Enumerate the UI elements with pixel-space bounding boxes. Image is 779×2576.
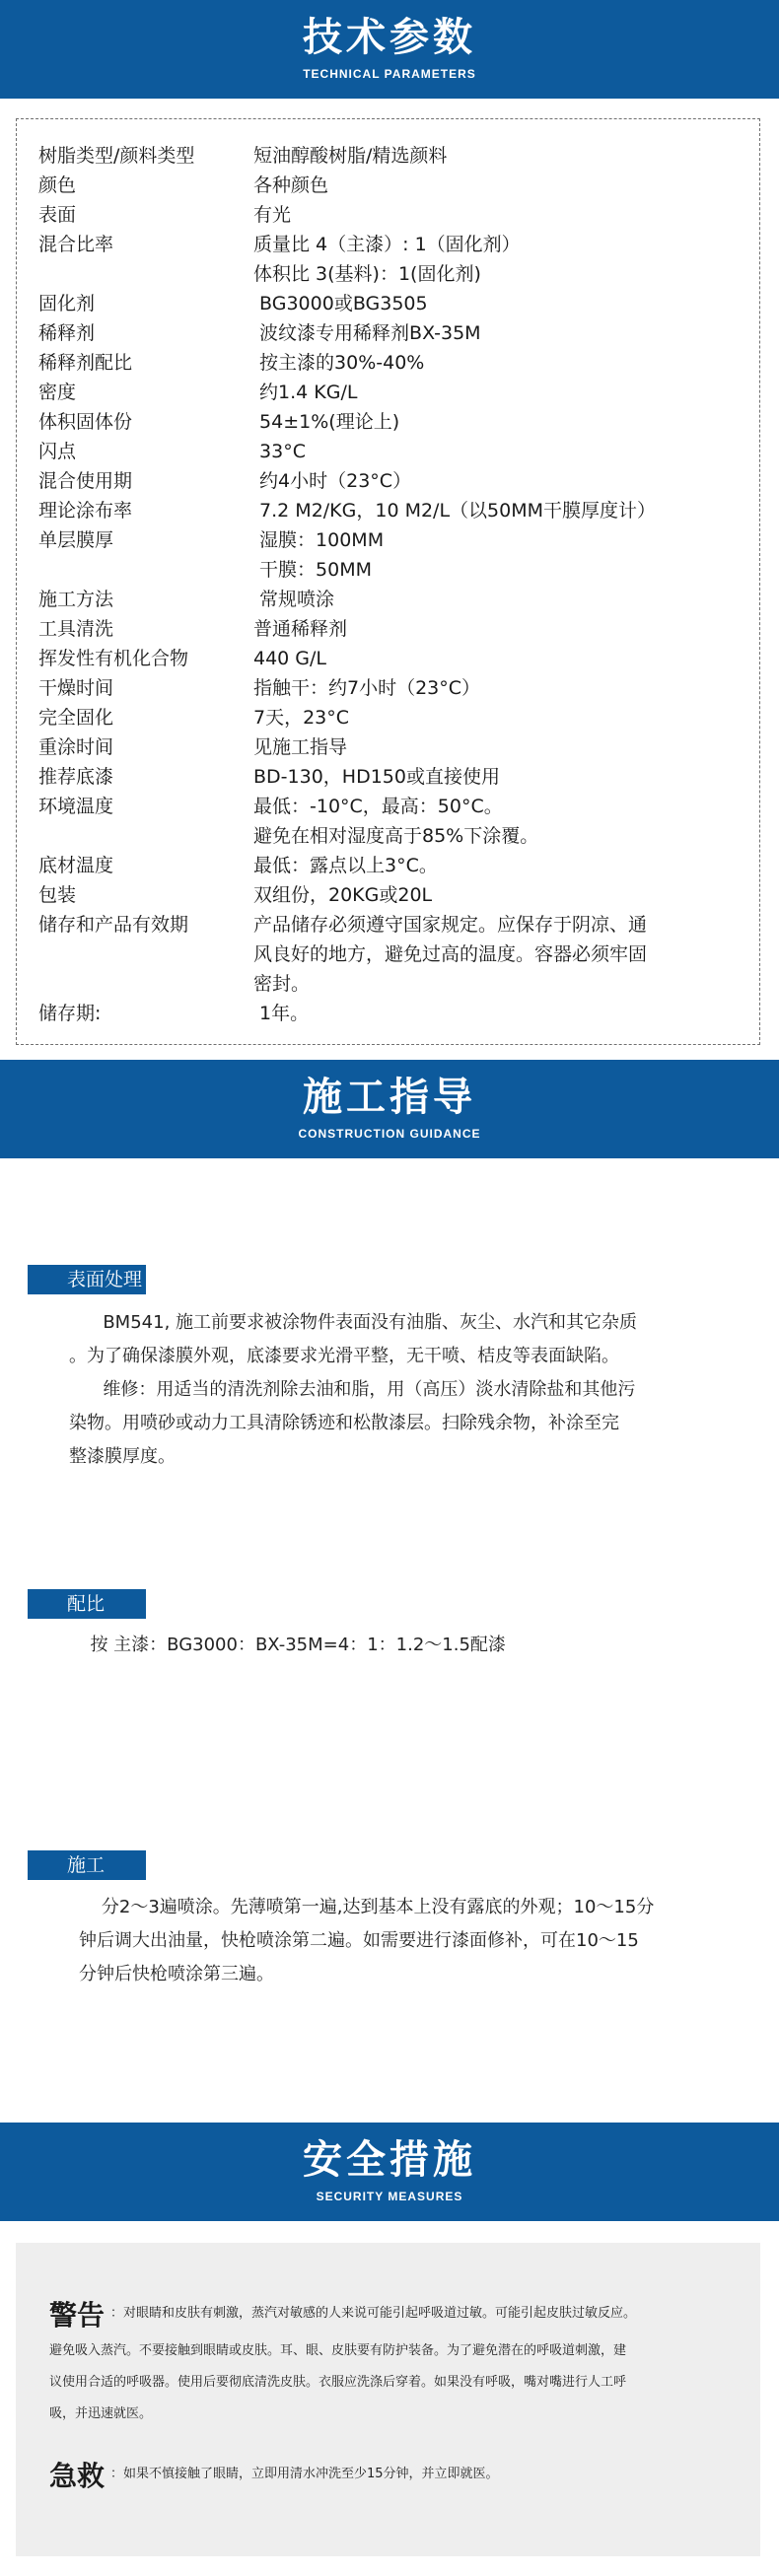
parameter-name: 单层膜厚 (38, 529, 114, 551)
parameter-name: 闪点 (38, 441, 77, 462)
section-title: 技术参数 (303, 15, 476, 60)
parameter-value: 产品储存必须遵守国家规定。应保存于阴凉、通 (253, 914, 648, 936)
parameter-value: 按主漆的30%-40% (253, 352, 425, 374)
ratio-tag: 配比 (28, 1589, 146, 1619)
warning-line: 避免吸入蒸汽。不要接触到眼睛或皮肤。耳、眼、皮肤要有防护装备。为了避免潜在的呼吸道刺激，建 (49, 2343, 627, 2358)
parameter-name: 体积固体份 (38, 411, 133, 433)
parameter-value: 有光 (253, 204, 292, 226)
parameter-name: 环境温度 (38, 796, 114, 817)
parameter-value: 密封。 (253, 973, 311, 995)
parameter-name: 混合使用期 (38, 470, 133, 492)
parameter-name: 底材温度 (38, 855, 114, 876)
parameter-value: 湿膜：100MM (253, 529, 385, 551)
paragraph-line: 维修：用适当的清洗剂除去油和脂，用（高压）淡水清除盐和其他污 (69, 1379, 636, 1400)
parameter-name: 理论涂布率 (38, 500, 133, 522)
warning-line: ：对眼睛和皮肤有刺激，蒸汽对敏感的人来说可能引起呼吸道过敏。可能引起皮肤过敏反应。 (110, 2306, 637, 2321)
parameter-value: BG3000或BG3505 (253, 293, 428, 314)
parameter-name: 干燥时间 (38, 677, 114, 699)
parameter-name: 完全固化 (38, 707, 114, 729)
parameter-value: 短油醇酸树脂/精选颜料 (253, 145, 448, 167)
parameter-value: 33°C (253, 441, 306, 462)
surface-treatment-text (69, 1306, 740, 1474)
parameter-value: 见施工指导 (253, 736, 348, 758)
warning-title: 警告 (49, 2299, 106, 2332)
parameter-value: 约1.4 KG/L (253, 382, 358, 403)
parameter-value: 波纹漆专用稀释剂BX-35M (253, 322, 481, 344)
parameter-name: 稀释剂配比 (38, 352, 133, 374)
parameter-value: 各种颜色 (253, 174, 329, 196)
parameter-value: 双组份，20KG或20L (253, 884, 433, 906)
parameter-name: 施工方法 (38, 589, 114, 610)
parameter-name: 树脂类型/颜料类型 (38, 145, 195, 167)
parameter-value: 干膜：50MM (253, 559, 373, 581)
safety-measures-box (16, 2243, 760, 2556)
parameter-name: 包装 (38, 884, 77, 906)
parameter-value: 7.2 M2/KG，10 M2/L（以50MM干膜厚度计） (253, 500, 657, 522)
parameter-value: 1年。 (253, 1003, 310, 1024)
application-text (79, 1891, 749, 1991)
warning-line: 议使用合适的呼吸器。使用后要彻底清洗皮肤。衣服应洗涤后穿着。如果没有呼吸，嘴对嘴进行人工呼 (49, 2375, 627, 2390)
section-subtitle: TECHNICAL PARAMETERS (303, 67, 476, 81)
technical-parameters-banner (0, 0, 779, 99)
parameter-name: 密度 (38, 382, 77, 403)
parameter-value: 质量比 4（主漆）: 1（固化剂） (253, 234, 521, 255)
paragraph-line: 按 主漆：BG3000：BX-35M=4：1：1.2～1.5配漆 (79, 1635, 506, 1655)
paragraph-line: 分2～3遍喷涂。先薄喷第一遍,达到基本上没有露底的外观；10～15分 (79, 1897, 655, 1917)
parameter-value: 54±1%(理论上) (253, 411, 400, 433)
paragraph-line: BM541, 施工前要求被涂物件表面没有油脂、灰尘、水汽和其它杂质 (69, 1312, 638, 1333)
surface-treatment-tag: 表面处理 (28, 1265, 146, 1294)
parameter-value: 约4小时（23°C） (253, 470, 412, 492)
parameter-value: 指触干：约7小时（23°C） (253, 677, 481, 699)
paragraph-line: 。为了确保漆膜外观，底漆要求光滑平整，无干喷、桔皮等表面缺陷。 (69, 1346, 619, 1366)
ratio-text (79, 1629, 749, 1662)
construction-guidance-banner (0, 1060, 779, 1158)
parameter-value: 最低：-10°C，最高：50°C。 (253, 796, 503, 817)
parameters-table (16, 118, 760, 1045)
parameter-value: 常规喷涂 (253, 589, 335, 610)
parameter-name: 挥发性有机化合物 (38, 648, 189, 669)
paragraph-line: 分钟后快枪喷涂第三遍。 (79, 1964, 274, 1984)
parameter-name: 固化剂 (38, 293, 96, 314)
section-subtitle: CONSTRUCTION GUIDANCE (298, 1127, 481, 1141)
parameter-value: 避免在相对湿度高于85%下涂覆。 (253, 825, 539, 847)
paragraph-line: 染物。用喷砂或动力工具清除锈迹和松散漆层。扫除残余物，补涂至完 (69, 1413, 619, 1433)
parameter-name: 表面 (38, 204, 77, 226)
paragraph-line: 钟后调大出油量，快枪喷涂第二遍。如需要进行漆面修补，可在10～15 (79, 1930, 639, 1951)
parameter-name: 储存期: (38, 1003, 102, 1024)
paragraph-line: 整漆膜厚度。 (69, 1446, 176, 1467)
section-title: 安全措施 (303, 2137, 476, 2183)
first-aid-text: ：如果不慎接触了眼睛，立即用清水冲洗至少15分钟，并立即就医。 (110, 2467, 499, 2481)
first-aid-title: 急救 (49, 2460, 106, 2492)
section-subtitle: SECURITY MEASURES (316, 2190, 463, 2203)
parameter-name: 工具清洗 (38, 618, 114, 640)
parameter-value: 7天，23°C (253, 707, 350, 729)
parameter-value: 体积比 3(基料)：1(固化剂) (253, 263, 481, 285)
parameter-value: 最低：露点以上3°C。 (253, 855, 438, 876)
application-tag: 施工 (28, 1850, 146, 1880)
parameter-name: 稀释剂 (38, 322, 96, 344)
parameter-name: 重涂时间 (38, 736, 114, 758)
parameter-value: 风良好的地方，避免过高的温度。容器必须牢固 (253, 943, 648, 965)
security-measures-banner (0, 2123, 779, 2221)
parameter-name: 混合比率 (38, 234, 114, 255)
warning-line: 吸，并迅速就医。 (49, 2406, 153, 2421)
parameter-value: 440 G/L (253, 648, 327, 669)
section-title: 施工指导 (303, 1075, 476, 1120)
parameter-value: BD-130，HD150或直接使用 (253, 766, 500, 788)
parameter-value: 普通稀释剂 (253, 618, 348, 640)
parameter-name: 储存和产品有效期 (38, 914, 189, 936)
parameter-name: 推荐底漆 (38, 766, 114, 788)
parameter-name: 颜色 (38, 174, 77, 196)
